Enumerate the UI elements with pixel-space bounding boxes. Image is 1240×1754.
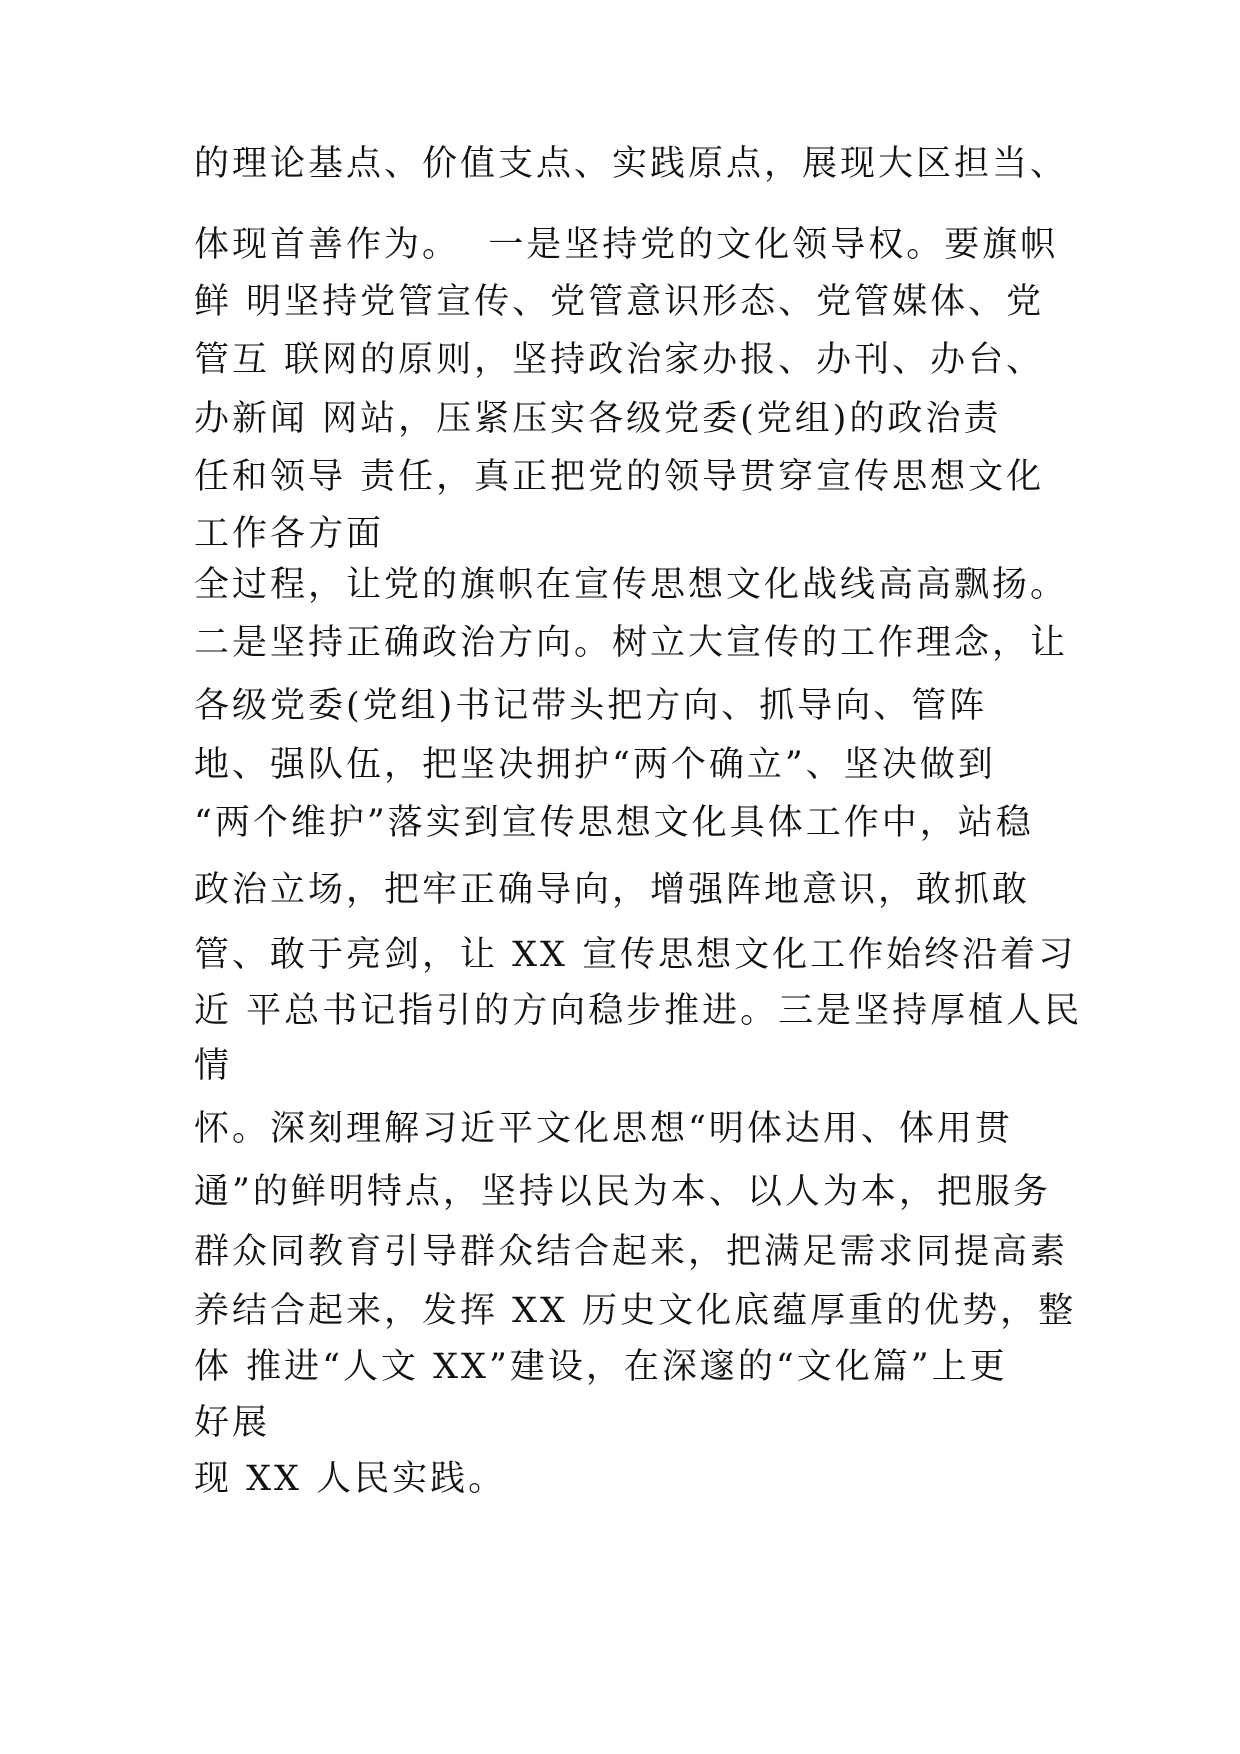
paragraph-line: 政治立场，把牢正确导向，增强阵地意识，敢抓敢 — [194, 870, 1031, 910]
paragraph-line: 养结合起来，发挥 XX 历史文化底蕴厚重的优势，整 — [194, 1291, 1077, 1331]
paragraph-line: 地、强队伍，把坚决拥护“两个确立”、坚决做到 — [194, 745, 996, 785]
paragraph-line: 群众同教育引导群众结合起来，把满足需求同提高素 — [194, 1232, 1069, 1272]
paragraph-line: 怀。深刻理解习近平文化思想“明体达用、体用贯 — [194, 1109, 1013, 1149]
paragraph-line: 好展 — [194, 1403, 271, 1443]
paragraph-line: 二是坚持正确政治方向。树立大宣传的工作理念，让 — [194, 623, 1069, 663]
paragraph-line: 鲜 明坚持党管宣传、党管意识形态、党管媒体、党 — [194, 282, 1045, 322]
paragraph-line: 现 XX 人民实践。 — [194, 1459, 507, 1499]
paragraph-line: 近 平总书记指引的方向稳步推进。三是坚持厚植人民 — [194, 991, 1083, 1031]
paragraph-line: “两个维护”落实到宣传思想文化具体工作中，站稳 — [194, 803, 1034, 843]
paragraph-line: 体 推进“人文 XX”建设，在深邃的“文化篇”上更 — [194, 1347, 1008, 1387]
paragraph-line: 体现首善作为。 一是坚持党的文化领导权。要旗帜 — [194, 225, 1059, 265]
paragraph-line: 任和领导 责任，真正把党的领导贯穿宣传思想文化 — [194, 457, 1045, 497]
paragraph-line: 全过程，让党的旗帜在宣传思想文化战线高高飘扬。 — [194, 565, 1069, 605]
paragraph-line: 办新闻 网站，压紧压实各级党委(党组)的政治责 — [194, 399, 1002, 439]
paragraph-line: 情 — [194, 1046, 233, 1086]
paragraph-line: 各级党委(党组)书记带头把方向、抓导向、管阵 — [194, 686, 988, 726]
paragraph-line: 通”的鲜明特点，坚持以民为本、以人为本，把服务 — [194, 1172, 1051, 1212]
paragraph-line: 工作各方面 — [194, 514, 385, 554]
paragraph-line: 管、敢于亮剑，让 XX 宣传思想文化工作始终沿着习 — [194, 935, 1077, 975]
paragraph-line: 的理论基点、价值支点、实践原点，展现大区担当、 — [194, 144, 1069, 184]
paragraph-line: 管互 联网的原则，坚持政治家办报、办刊、办台、 — [194, 340, 1045, 380]
